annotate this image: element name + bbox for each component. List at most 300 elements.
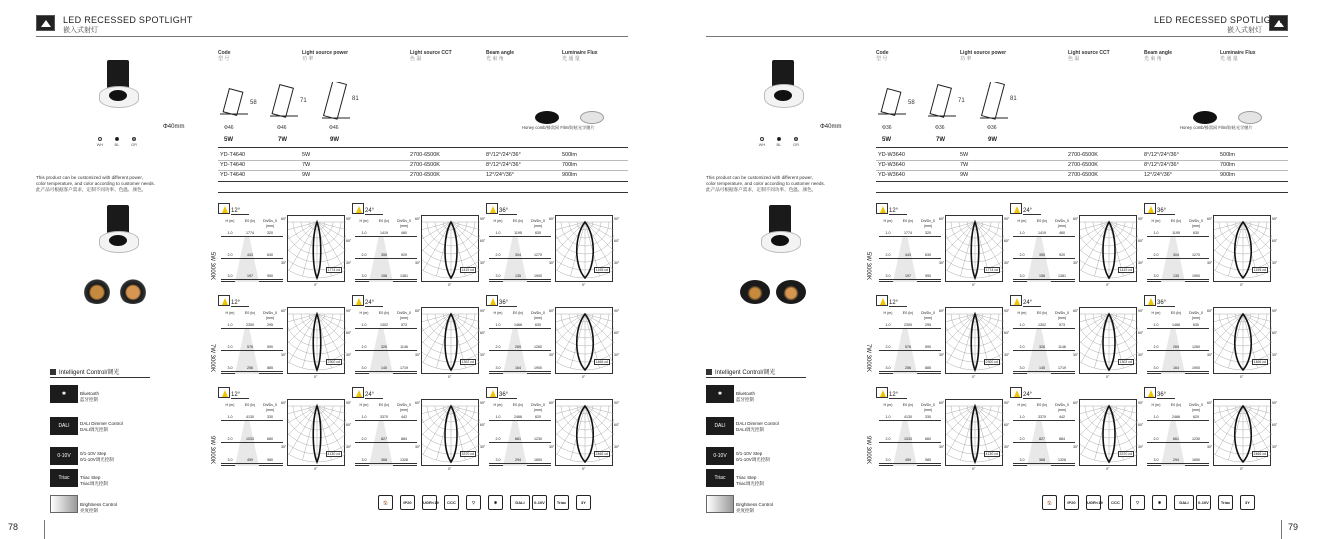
axis-label: 0° <box>972 375 976 379</box>
table-cell: 2.0 <box>227 345 233 349</box>
honeycomb-accessory <box>535 111 559 124</box>
beam-angle-label: 12° <box>889 392 899 398</box>
axis-label: 90° <box>346 217 352 221</box>
illuminance-table <box>489 219 551 282</box>
table-cell: 576 <box>247 345 253 349</box>
certification-icon: CCC <box>444 495 459 510</box>
triac-icon: Triac <box>50 469 78 487</box>
polar-plot <box>555 307 613 374</box>
color-bl: BL <box>110 137 124 147</box>
peak-intensity: 1302 cd <box>461 360 474 364</box>
table-cell: 1146 <box>400 345 408 349</box>
table-cell: 573 <box>401 323 407 327</box>
polar-plot <box>1079 399 1137 466</box>
table-cell: 1419 <box>1038 231 1046 235</box>
axis-label: 60° <box>1272 331 1278 335</box>
peak-intensity: 2466 cd <box>595 452 608 456</box>
accessories-label: Honey comb/蜂窝网 Film/防眩光学膜片 <box>1180 125 1253 130</box>
table-cell: 2300 <box>246 323 254 327</box>
table-cell: 1774 <box>904 231 912 235</box>
polar-plot <box>555 399 613 466</box>
color-wh: WH <box>755 137 769 147</box>
table-cell: 1.0 <box>885 323 891 327</box>
peak-intensity: 4130 cd <box>327 452 340 456</box>
peak-intensity: 2300 cd <box>985 360 998 364</box>
photometric-card <box>352 295 486 379</box>
photometric-card <box>1010 203 1144 287</box>
table-cell: 1260 <box>534 345 542 349</box>
axis-label: 30° <box>1138 445 1144 449</box>
polar-plot <box>945 307 1003 374</box>
side-label-5w: 5W 3000K <box>209 252 215 281</box>
table-cell: 1.0 <box>885 231 891 235</box>
bluetooth-icon: ✱ <box>706 385 734 403</box>
certification-icon: Triac <box>1218 495 1233 510</box>
axis-label: 90° <box>1272 309 1278 313</box>
table-cell: 3.0 <box>227 366 233 370</box>
table-cell: 158 <box>1039 274 1045 278</box>
col-header: H (m) <box>883 219 893 223</box>
table-cell: 1302 <box>1038 323 1046 327</box>
photometric-card <box>1144 203 1278 287</box>
beam-cone-icon <box>1010 295 1022 306</box>
table-cell: 1719 <box>1058 366 1066 370</box>
axis-label: 30° <box>939 353 945 357</box>
polar-plot <box>1079 215 1137 282</box>
dim-height-1: 58 <box>908 100 915 106</box>
table-cell: 1466 <box>514 323 522 327</box>
table-cell: 660 <box>267 437 273 441</box>
color-bl: BL <box>772 137 786 147</box>
col-header: Dh/Dv_0 (mm) <box>263 403 277 412</box>
axis-label: 30° <box>1207 445 1213 449</box>
axis-label: 30° <box>1272 445 1278 449</box>
page-subtitle: 嵌入式射灯 <box>1227 27 1262 34</box>
axis-label: 60° <box>1004 331 1010 335</box>
axis-label: 60° <box>415 401 421 405</box>
table-cell: 950 <box>925 274 931 278</box>
watt-label: 5W <box>882 137 891 143</box>
product-photo <box>760 60 808 115</box>
axis-label: 30° <box>346 353 352 357</box>
axis-label: 60° <box>1138 423 1144 427</box>
axis-label: 30° <box>1272 261 1278 265</box>
table-cell: 884 <box>401 437 407 441</box>
axis-label: 0° <box>448 375 452 379</box>
axis-label: 60° <box>281 217 287 221</box>
table-cell: 2.0 <box>495 253 501 257</box>
peak-intensity: 3370 cd <box>1119 452 1132 456</box>
table-cell: 1.0 <box>495 231 501 235</box>
table-cell: 3.0 <box>1019 366 1025 370</box>
axis-label: 30° <box>1004 261 1010 265</box>
col-header: Dh/Dv_0 (mm) <box>263 311 277 320</box>
axis-label: 90° <box>614 309 620 313</box>
col-header: H (m) <box>1151 311 1161 315</box>
col-header: E0 (lx) <box>902 311 914 315</box>
axis-label: 60° <box>939 309 945 313</box>
axis-label: 90° <box>480 401 486 405</box>
table-cell: 1260 <box>1192 345 1200 349</box>
table-cell: 2466 <box>1172 415 1180 419</box>
col-header: E0 (lx) <box>244 219 256 223</box>
axis-label: 90° <box>1138 309 1144 313</box>
peak-intensity: 3370 cd <box>461 452 474 456</box>
col-header: H (m) <box>359 311 369 315</box>
beam-angle-label: 36° <box>1157 392 1167 398</box>
col-header: H (m) <box>1151 403 1161 407</box>
beam-cone-icon <box>1144 295 1156 306</box>
table-cell: 135 <box>515 274 521 278</box>
axis-label: 30° <box>480 353 486 357</box>
table-cell: 368 <box>381 458 387 462</box>
beam-cone-icon <box>1010 387 1022 398</box>
product-photo-installed <box>95 205 143 260</box>
photometric-card <box>876 203 1010 287</box>
photometric-card <box>1144 295 1278 379</box>
col-header: H (m) <box>883 403 893 407</box>
photometric-card <box>876 387 1010 471</box>
certification-icon: DALI <box>1174 495 1194 510</box>
beam-cone-icon <box>1010 203 1022 214</box>
photometric-card <box>218 295 352 379</box>
axis-label: 60° <box>415 217 421 221</box>
polar-plot <box>945 399 1003 466</box>
axis-label: 90° <box>480 309 486 313</box>
table-cell: 3.0 <box>885 274 891 278</box>
table-cell: 2466 <box>514 415 522 419</box>
page-title: LED RECESSED SPOTLIGHT <box>63 15 193 25</box>
axis-label: 60° <box>480 423 486 427</box>
table-cell: 1.0 <box>1153 415 1159 419</box>
axis-label: 30° <box>346 261 352 265</box>
col-header: E0 (lx) <box>1036 311 1048 315</box>
certification-icon: 3Y <box>576 495 591 510</box>
col-power: Light source power 功 率 <box>960 50 1007 62</box>
beam-cone-icon <box>352 203 364 214</box>
beam-cone-icon <box>876 203 888 214</box>
table-cell: 1419 <box>380 231 388 235</box>
beam-cone-icon <box>218 295 230 306</box>
table-cell: 2.0 <box>885 437 891 441</box>
dim-width-2: Φ46 <box>277 125 287 131</box>
axis-label: 0° <box>582 283 586 287</box>
certification-icon: DALI <box>510 495 530 510</box>
axis-label: 30° <box>1073 261 1079 265</box>
axis-label: 0° <box>1106 467 1110 471</box>
axis-label: 90° <box>1004 401 1010 405</box>
table-cell: 355 <box>1039 253 1045 257</box>
illuminance-table <box>221 311 283 374</box>
table-cell: 1230 <box>534 437 542 441</box>
table-cell: 630 <box>535 323 541 327</box>
color-wh: WH <box>93 137 107 147</box>
certification-icon: UGR<19 <box>422 495 437 510</box>
table-cell: 630 <box>1193 323 1199 327</box>
axis-label: 30° <box>281 445 287 449</box>
col-header: Dh/Dv_0 (mm) <box>921 403 935 412</box>
illuminance-table <box>489 403 551 466</box>
table-cell: 661 <box>515 437 521 441</box>
table-cell: 2.0 <box>227 437 233 441</box>
table-cell: 1774 <box>246 231 254 235</box>
product-variant-black <box>82 278 112 304</box>
dim-height-1: 58 <box>250 100 257 106</box>
page-number: 78 <box>8 522 19 532</box>
col-flux: Luminaire Flux 光 通 量 <box>1220 50 1256 62</box>
dim-width-2: Φ36 <box>935 125 945 131</box>
beam-cone-icon <box>352 295 364 306</box>
col-header: Dh/Dv_0 (mm) <box>1189 219 1203 228</box>
axis-label: 60° <box>1272 423 1278 427</box>
dim-height-3: 81 <box>352 96 359 102</box>
customization-note: This product can be customized with different power, color temperature, and color according to customer needs. 此产品可根据客户需求，定制不同功率、色温、颜色。 <box>706 175 825 192</box>
peak-intensity: 1195 cd <box>595 268 608 272</box>
beam-angle-label: 24° <box>1023 300 1033 306</box>
side-label-5w: 5W 3000K <box>865 252 871 281</box>
dim-height-2: 71 <box>958 98 965 104</box>
certification-icon: 🏠 <box>378 495 393 510</box>
col-header: H (m) <box>359 219 369 223</box>
cutout-diameter: Φ40mm <box>820 124 842 130</box>
illuminance-table <box>355 403 417 466</box>
col-header: E0 (lx) <box>378 311 390 315</box>
beam-cone-icon <box>218 387 230 398</box>
col-header: H (m) <box>225 311 235 315</box>
catalog-page-left: LED RECESSED SPOTLIGHT 嵌入式射灯 78 Code 型 号 Light source power 功 率 Light source CCT 色 温 Beam angle 光 束 角 Luminaire Flux 光 通 量 Φ40mm WH BL GR 58 71 81 Φ46 Φ46 Φ46 5W 7W 9W Honey comb/蜂窝网 Film/防眩光学膜片 YD-T4640 5W 2700-6500K 8°/12°/24°/36° 500lm YD-T4640 7W 2700-6500K 8°/12°/24°/36° 700lm YD-T4640 9W 2700-6500K 12°/24°/36° 900lm This product can be customized with different power, color temperature, and color according to customer needs. 此产品可根据客户需求，定制不同功率、色温、颜色。 Intelligent Control/调光 ✱ Bluetooth 蓝牙控制 DALI DALI Dimmer Control DALI调光控制 0-10V 0/1-10V Step 0/1-10V调光控制 Triac Triac Step Triac调光控制 Brightness Control 亮度控制 5W 3000K 7W 3000K 9W 3000K 12° H (m) E0 (lx) Dh/Dv_0 (mm) 1.0 1774 320 2.0 443 630 3.0 197 950 1774 cd 60° 30° 90° 60° 30° 0° 24° H (m) E0 (lx) Dh/Dv_0 (mm) 1.0 1419 460 2.0 355 920 3.0 158 1381 1419 cd 60° 30° 90° 60° 30° 0° 36° H (m) E0 (lx) Dh/Dv_0 (mm) 1.0 1195 630 2.0 304 1270 3.0 135 1900 1195 cd 60° 30° 90° 60° 30° 0° 12° H (m) E0 (lx) Dh/Dv_0 (mm) 1.0 2300 295 2.0 576 590 3.0 256 885 2300 cd 60° 30° 90° 60° 30° 0° 24° H (m) E0 (lx) Dh/Dv_0 (mm) 1.0 1302 573 2.0 326 1146 3.0 145 1719 1302 cd 60° 30° 90° 60° 30° 0° 36° H (m) E0 (lx) Dh/Dv_0 (mm) 1.0 1466 630 2.0 269 1260 3.0 164 1900 1466 cd 60° 30° 90° 60° 30° 0° 12° H (m) E0 (lx) Dh/Dv_0 (mm) 1.0 4130 330 2.0 1033 660 3.0 459 980 4130 cd 60° 30° 90° 60° 30° 0° 24° H (m) E0 (lx) Dh/Dv_0 (mm) 1.0 3370 442 2.0 827 884 3.0 368 1326 3370 cd 60° 30° 90° 60° 30° 0° 36° H (m) E0 (lx) Dh/Dv_0 (mm) 1.0 2466 620 2.0 661 1230 3.0 294 1650 2466 cd 60° 30° 90° 60° 30° 0° 🏠 IP20 UGR<19 CCC ▽ ✱ DALI 0-10V Triac 3Y <box>0 0 662 539</box>
axis-label: 30° <box>281 261 287 265</box>
col-header: Dh/Dv_0 (mm) <box>397 311 411 320</box>
table-cell: 1230 <box>1192 437 1200 441</box>
table-cell: 2.0 <box>1153 253 1159 257</box>
table-cell: 164 <box>1173 366 1179 370</box>
beam-angle-label: 12° <box>231 208 241 214</box>
peak-intensity: 1419 cd <box>461 268 474 272</box>
col-header: E0 (lx) <box>1170 403 1182 407</box>
axis-label: 60° <box>1004 239 1010 243</box>
table-cell: 630 <box>925 253 931 257</box>
table-cell: 1381 <box>400 274 408 278</box>
table-cell: 326 <box>381 345 387 349</box>
table-cell: 620 <box>535 415 541 419</box>
axis-label: 90° <box>480 217 486 221</box>
table-cell: 1900 <box>534 366 542 370</box>
brightness-icon <box>50 495 78 513</box>
beam-cone-icon <box>486 295 498 306</box>
table-cell: 368 <box>1039 458 1045 462</box>
col-cct: Light source CCT 色 温 <box>1068 50 1110 62</box>
col-header: Dh/Dv_0 (mm) <box>1055 219 1069 228</box>
control-triac: Triac Step Triac调光控制 <box>80 475 108 486</box>
table-cell: 330 <box>925 415 931 419</box>
table-cell: 1.0 <box>227 323 233 327</box>
col-header: Dh/Dv_0 (mm) <box>1055 403 1069 412</box>
col-header: E0 (lx) <box>512 219 524 223</box>
table-cell: 1.0 <box>1019 323 1025 327</box>
page-title: LED RECESSED SPOTLIGHT <box>1154 15 1284 25</box>
beam-angle-label: 36° <box>499 300 509 306</box>
beam-cone-icon <box>486 203 498 214</box>
table-cell: 2.0 <box>495 437 501 441</box>
axis-label: 30° <box>1004 353 1010 357</box>
col-header: Dh/Dv_0 (mm) <box>531 403 545 412</box>
illuminance-table <box>879 403 941 466</box>
table-cell: 1650 <box>534 458 542 462</box>
polar-plot <box>287 399 345 466</box>
table-cell: 1650 <box>1192 458 1200 462</box>
axis-label: 0° <box>314 467 318 471</box>
illuminance-table <box>355 311 417 374</box>
col-header: Dh/Dv_0 (mm) <box>921 219 935 228</box>
certification-icon: IP20 <box>1064 495 1079 510</box>
peak-intensity: 1195 cd <box>1253 268 1266 272</box>
table-cell: 330 <box>267 415 273 419</box>
col-header: E0 (lx) <box>1036 403 1048 407</box>
axis-label: 30° <box>1207 261 1213 265</box>
photometric-card <box>486 295 620 379</box>
table-cell: 2.0 <box>227 253 233 257</box>
color-gr: GR <box>789 137 803 147</box>
table-cell: 295 <box>925 323 931 327</box>
beam-angle-label: 24° <box>365 300 375 306</box>
table-cell: 443 <box>247 253 253 257</box>
axis-label: 90° <box>614 401 620 405</box>
axis-label: 0° <box>314 375 318 379</box>
dim-width-3: Φ46 <box>329 125 339 131</box>
table-cell: 884 <box>1059 437 1065 441</box>
watt-label: 5W <box>224 137 233 143</box>
table-cell: 294 <box>515 458 521 462</box>
beam-cone-icon <box>876 295 888 306</box>
polar-plot <box>287 307 345 374</box>
table-cell: 145 <box>381 366 387 370</box>
col-beam: Beam angle 光 束 角 <box>1144 50 1173 62</box>
dim-height-3: 81 <box>1010 96 1017 102</box>
beam-angle-label: 12° <box>231 300 241 306</box>
table-cell: 320 <box>267 231 273 235</box>
product-variant-black <box>740 280 770 304</box>
axis-label: 60° <box>480 239 486 243</box>
side-label-9w: 9W 3000K <box>209 436 215 465</box>
axis-label: 90° <box>1272 217 1278 221</box>
axis-label: 30° <box>480 445 486 449</box>
peak-intensity: 4130 cd <box>985 452 998 456</box>
illuminance-table <box>221 219 283 282</box>
table-cell: 590 <box>925 345 931 349</box>
illuminance-table <box>1013 403 1075 466</box>
col-header: Dh/Dv_0 (mm) <box>1189 403 1203 412</box>
certification-icon: Triac <box>554 495 569 510</box>
col-header: Dh/Dv_0 (mm) <box>1055 311 1069 320</box>
table-cell: 2.0 <box>361 345 367 349</box>
axis-label: 30° <box>415 261 421 265</box>
peak-intensity: 2300 cd <box>327 360 340 364</box>
table-cell: 3.0 <box>495 274 501 278</box>
product-variant-black-2 <box>776 280 806 304</box>
table-cell: 459 <box>905 458 911 462</box>
axis-label: 60° <box>1073 217 1079 221</box>
table-cell: 442 <box>401 415 407 419</box>
brand-logo <box>36 15 55 31</box>
photometric-card <box>1010 387 1144 471</box>
table-cell: 1381 <box>1058 274 1066 278</box>
dimension-drawing <box>876 82 1026 130</box>
beam-cone-icon <box>1144 203 1156 214</box>
col-beam: Beam angle 光 束 角 <box>486 50 515 62</box>
photometric-card <box>876 295 1010 379</box>
axis-label: 90° <box>614 217 620 221</box>
beam-cone-icon <box>486 387 498 398</box>
axis-label: 30° <box>1073 445 1079 449</box>
table-cell: 443 <box>905 253 911 257</box>
axis-label: 60° <box>1004 423 1010 427</box>
control-bluetooth: Bluetooth 蓝牙控制 <box>736 391 756 402</box>
table-cell: 630 <box>1193 231 1199 235</box>
table-cell: 269 <box>515 345 521 349</box>
axis-label: 60° <box>281 309 287 313</box>
col-header: H (m) <box>493 403 503 407</box>
axis-label: 30° <box>614 261 620 265</box>
axis-label: 0° <box>582 467 586 471</box>
table-cell: 2300 <box>904 323 912 327</box>
axis-label: 30° <box>346 445 352 449</box>
axis-label: 0° <box>582 375 586 379</box>
table-cell: 2.0 <box>495 345 501 349</box>
axis-label: 0° <box>1106 375 1110 379</box>
table-cell: 2.0 <box>361 253 367 257</box>
table-cell: 3.0 <box>361 274 367 278</box>
table-cell: 920 <box>401 253 407 257</box>
col-header: E0 (lx) <box>512 311 524 315</box>
table-cell: 3.0 <box>227 274 233 278</box>
accessories-label: Honey comb/蜂窝网 Film/防眩光学膜片 <box>522 125 595 130</box>
col-header: H (m) <box>1017 403 1027 407</box>
col-header: H (m) <box>1151 219 1161 223</box>
axis-label: 60° <box>346 423 352 427</box>
product-variant-black-2 <box>118 278 148 304</box>
page-subtitle: 嵌入式射灯 <box>63 27 98 34</box>
dimmer-0-10v-icon: 0-10V <box>50 447 78 465</box>
axis-label: 30° <box>549 261 555 265</box>
axis-label: 60° <box>1138 331 1144 335</box>
table-cell: 1146 <box>1058 345 1066 349</box>
axis-label: 60° <box>939 217 945 221</box>
table-cell: 620 <box>1193 415 1199 419</box>
beam-cone-icon <box>352 387 364 398</box>
table-cell: 980 <box>925 458 931 462</box>
beam-angle-label: 36° <box>499 392 509 398</box>
table-cell: 3.0 <box>1153 366 1159 370</box>
table-cell: 295 <box>267 323 273 327</box>
col-header: E0 (lx) <box>1170 311 1182 315</box>
table-cell: 304 <box>515 253 521 257</box>
axis-label: 30° <box>415 445 421 449</box>
axis-label: 60° <box>1207 217 1213 221</box>
illuminance-table <box>489 311 551 374</box>
photometric-card <box>486 387 620 471</box>
side-label-9w: 9W 3000K <box>865 436 871 465</box>
col-header: E0 (lx) <box>244 403 256 407</box>
axis-label: 60° <box>346 239 352 243</box>
axis-label: 60° <box>346 331 352 335</box>
illuminance-table <box>1147 311 1209 374</box>
col-header: E0 (lx) <box>902 219 914 223</box>
table-cell: 256 <box>247 366 253 370</box>
col-header: Dh/Dv_0 (mm) <box>531 219 545 228</box>
axis-label: 60° <box>1073 309 1079 313</box>
watt-label: 7W <box>278 137 287 143</box>
dali-icon: DALI <box>706 417 734 435</box>
